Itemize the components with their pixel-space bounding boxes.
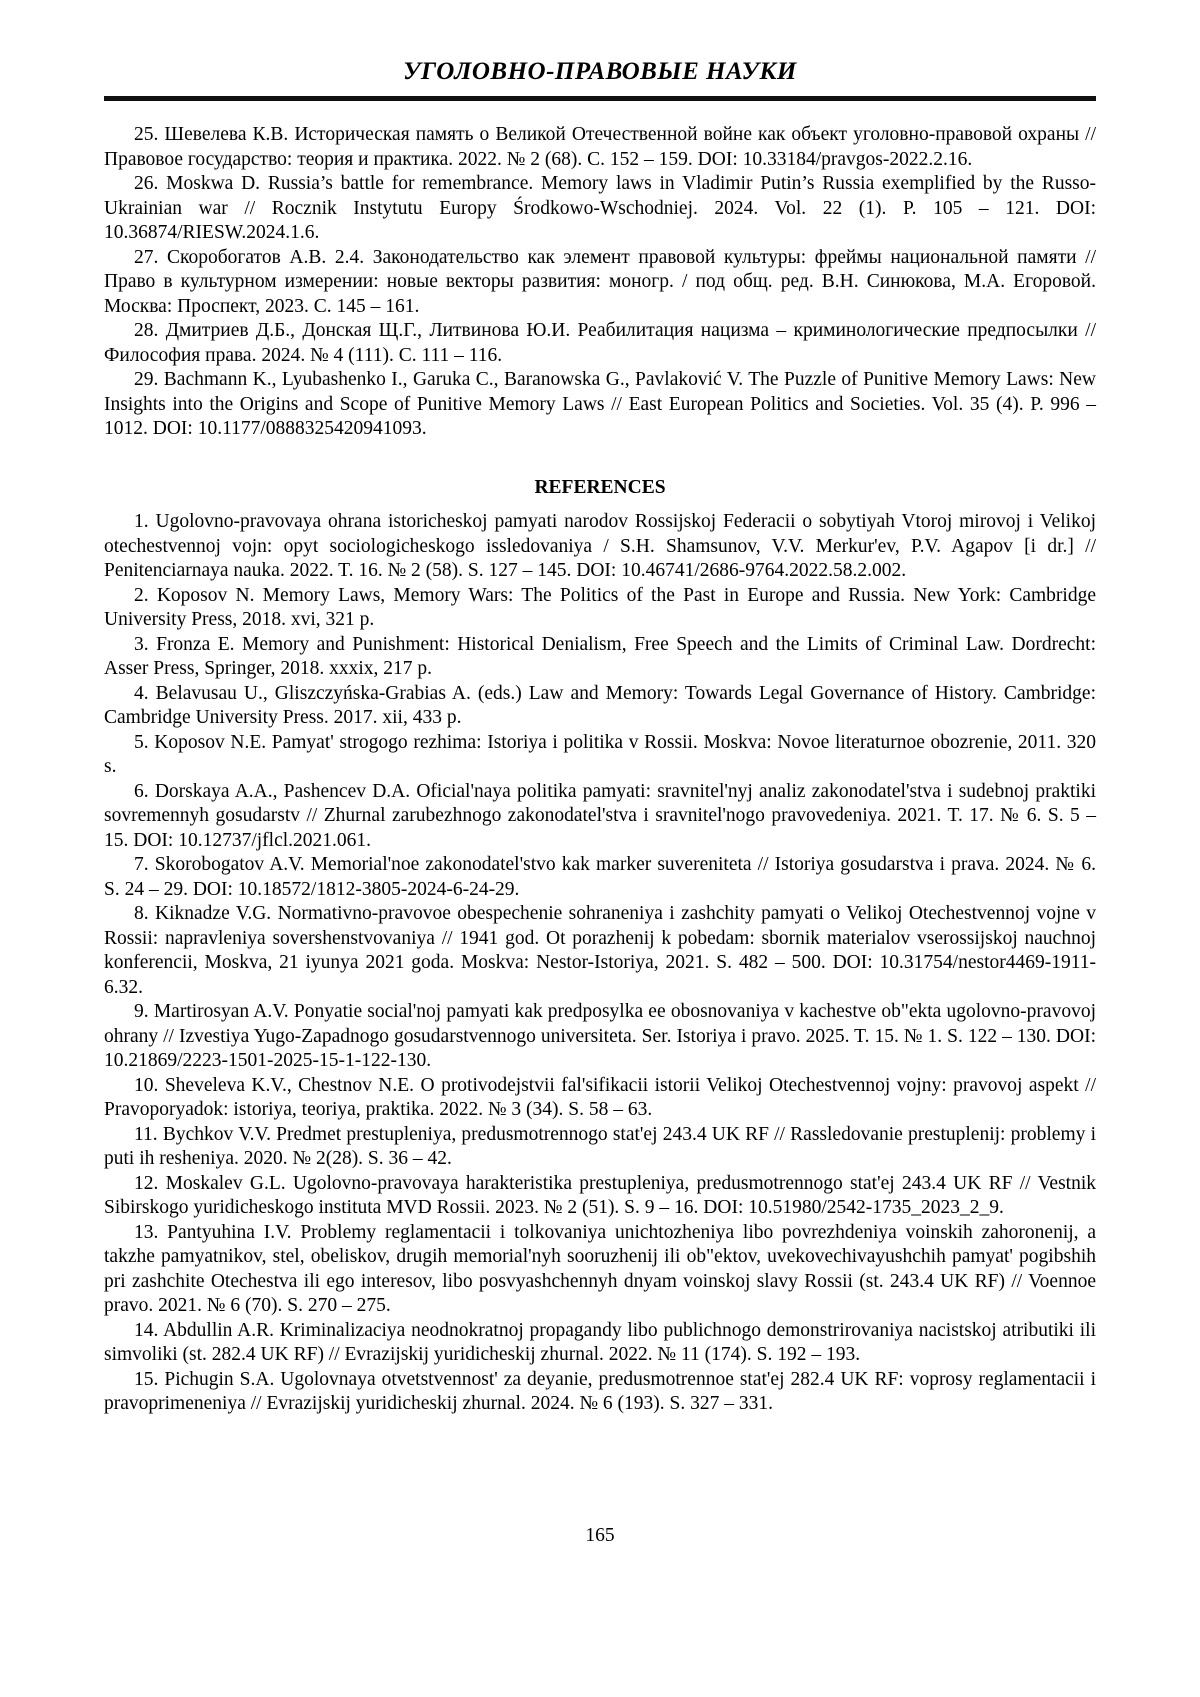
reference-item: 11. Bychkov V.V. Predmet prestupleniya, predusmotrennogo stat'ej 243.4 UK RF // Rassledovanie prestuplenij: problemy i puti ih resheniya. 2020. № 2(28). S. 36 – 42.	[104, 1123, 1096, 1169]
bibliography-list	[104, 123, 1096, 442]
page-number: 165	[585, 1525, 615, 1546]
reference-item: 3. Fronza E. Memory and Punishment: Historical Denialism, Free Speech and the Limits of Criminal Law. Dordrecht: Asser Press, Springer, 2018. xxxix, 217 p.	[104, 633, 1096, 679]
references-heading: REFERENCES	[534, 476, 666, 498]
reference-item: 2. Koposov N. Memory Laws, Memory Wars: The Politics of the Past in Europe and Russia. New York: Cambridge University Press, 2018. xvi, 321 p.	[104, 584, 1096, 630]
bibliography-reference-item: 26. Moskwa D. Russia’s battle for remembrance. Memory laws in Vladimir Putin’s Russia exemplified by the Russo-Ukrainian war // Rocznik Instytutu Europy Środkowo-Wschodniej. 2024. Vol. 22 (1). P. 105 – 121. DOI: 10.36874/RIESW.2024.1.6.	[104, 173, 1096, 243]
reference-item: 1. Ugolovno-pravovaya ohrana istoricheskoj pamyati narodov Rossijskoj Federacii o sobytiyah Vtoroj mirovoj i Velikoj otechestvennoj vojn: opyt sociologicheskogo issledovaniya / S.H. Shamsunov, V.V. Merkur'ev, P.V. Agapov [i dr.] // Penitenciarnaya nauka. 2022. T. 16. № 2 (58). S. 127 – 145. DOI: 10.46741/2686-9764.2022.58.2.002.	[104, 511, 1096, 581]
reference-item: 8. Kiknadze V.G. Normativno-pravovoe obespechenie sohraneniya i zashchity pamyati o Velikoj Otechestvennoj vojne v Rossii: napravleniya sovershenstvovaniya // 1941 god. Ot porazhenij k pobedam: sbornik materialov vserossijskoj nauchnoj konferencii, Moskva, 21 iyunya 2021 goda. Moskva: Nestor-Istoriya, 2021. S. 482 – 500. DOI: 10.31754/nestor4469-1911-6.32.	[104, 903, 1096, 998]
reference-item: 5. Koposov N.E. Pamyat' strogogo rezhima: Istoriya i politika v Rossii. Moskva: Novoe literaturnoe obozrenie, 2011. 320 s.	[104, 731, 1096, 777]
reference-item: 13. Pantyuhina I.V. Problemy reglamentacii i tolkovaniya unichtozheniya libo povrezhdeniya voinskih zahoronenij, a takzhe pamyatnikov, stel, obeliskov, drugih memorial'nyh sooruzhenij ili ob"ektov, uvekovechivayushchih pamyat' pogibshih pri zashchite Otechestva ili ego interesov, libo posvyashchennyh dnyam voinskoj slavy Rossii (st. 243.4 UK RF) // Voennoe pravo. 2021. № 6 (70). S. 270 – 275.	[104, 1221, 1096, 1316]
journal-section-title: УГОЛОВНО-ПРАВОВЫЕ НАУКИ	[403, 58, 797, 85]
bibliography-reference-item: 25. Шевелева К.В. Историческая память о Великой Отечественной войне как объект уголовно-правовой охраны // Правовое государство: теория и практика. 2022. № 2 (68). С. 152 – 159. DOI: 10.33184/pravgos-2022.2.16.	[104, 124, 1096, 170]
reference-item: 15. Pichugin S.A. Ugolovnaya otvetstvennost' za deyanie, predusmotrennoe stat'ej 282.4 UK RF: voprosy reglamentacii i pravoprimeneniya // Evrazijskij yuridicheskij zhurnal. 2024. № 6 (193). S. 327 – 331.	[104, 1368, 1096, 1414]
references-list	[104, 510, 1096, 1417]
references-section	[104, 510, 1096, 1417]
reference-item: 10. Sheveleva K.V., Chestnov N.E. O protivodejstvii fal'sifikacii istorii Velikoj Otechestvennoj vojny: pravovoj aspekt // Pravoporyadok: istoriya, teoriya, praktika. 2022. № 3 (34). S. 58 – 63.	[104, 1074, 1096, 1120]
reference-item: 6. Dorskaya A.A., Pashencev D.A. Oficial'naya politika pamyati: sravnitel'nyj analiz zakonodatel'stva i sudebnoj praktiki sovremennyh gosudarstv // Zhurnal zarubezhnogo zakonodatel'stva i sravnitel'nogo pravovedeniya. 2021. T. 17. № 6. S. 5 – 15. DOI: 10.12737/jflcl.2021.061.	[104, 780, 1096, 851]
reference-item: 7. Skorobogatov A.V. Memorial'noe zakonodatel'stvo kak marker suvereniteta // Istoriya gosudarstva i prava. 2024. № 6. S. 24 – 29. DOI: 10.18572/1812-3805-2024-6-24-29.	[104, 854, 1096, 900]
bibliography-reference-item: 27. Скоробогатов А.В. 2.4. Законодательство как элемент правовой культуры: фреймы национальной памяти // Право в культурном измерении: новые векторы развития: моногр. / под общ. ред. В.Н. Синюкова, М.А. Егоровой. Москва: Проспект, 2023. С. 145 – 161.	[104, 246, 1096, 317]
reference-item: 12. Moskalev G.L. Ugolovno-pravovaya harakteristika prestupleniya, predusmotrennogo stat'ej 243.4 UK RF // Vestnik Sibirskogo yuridicheskogo instituta MVD Rossii. 2023. № 2 (51). S. 9 – 16. DOI: 10.51980/2542-1735_2023_2_9.	[104, 1172, 1096, 1218]
reference-item: 9. Martirosyan A.V. Ponyatie social'noj pamyati kak predposylka ee obosnovaniya v kachestve ob"ekta ugolovno-pravovoj ohrany // Izvestiya Yugo-Zapadnogo gosudarstvennogo universiteta. Ser. Istoriya i pravo. 2025. T. 15. № 1. S. 122 – 130. DOI: 10.21869/2223-1501-2025-15-1-122-130.	[104, 1001, 1096, 1071]
bibliography-reference-item: 29. Bachmann K., Lyubashenko I., Garuka C., Baranowska G., Pavlaković V. The Puzzle of Punitive Memory Laws: New Insights into the Origins and Scope of Punitive Memory Laws // East European Politics and Societies. Vol. 35 (4). P. 996 – 1012. DOI: 10.1177/0888325420941093.	[104, 369, 1096, 439]
reference-item: 4. Belavusau U., Gliszczyńska-Grabias A. (eds.) Law and Memory: Towards Legal Governance of History. Cambridge: Cambridge University Press. 2017. xii, 433 p.	[104, 682, 1096, 728]
reference-item: 14. Abdullin A.R. Kriminalizaciya neodnokratnoj propagandy libo publichnogo demonstrirovaniya nacistskoj atributiki ili simvoliki (st. 282.4 UK RF) // Evrazijskij yuridicheskij zhurnal. 2022. № 11 (174). S. 192 – 193.	[104, 1319, 1096, 1365]
bibliography-section	[104, 123, 1096, 442]
header-rule	[104, 96, 1096, 101]
bibliography-reference-item: 28. Дмитриев Д.Б., Донская Щ.Г., Литвинова Ю.И. Реабилитация нацизма – криминологические предпосылки // Философия права. 2024. № 4 (111). С. 111 – 116.	[104, 320, 1096, 366]
